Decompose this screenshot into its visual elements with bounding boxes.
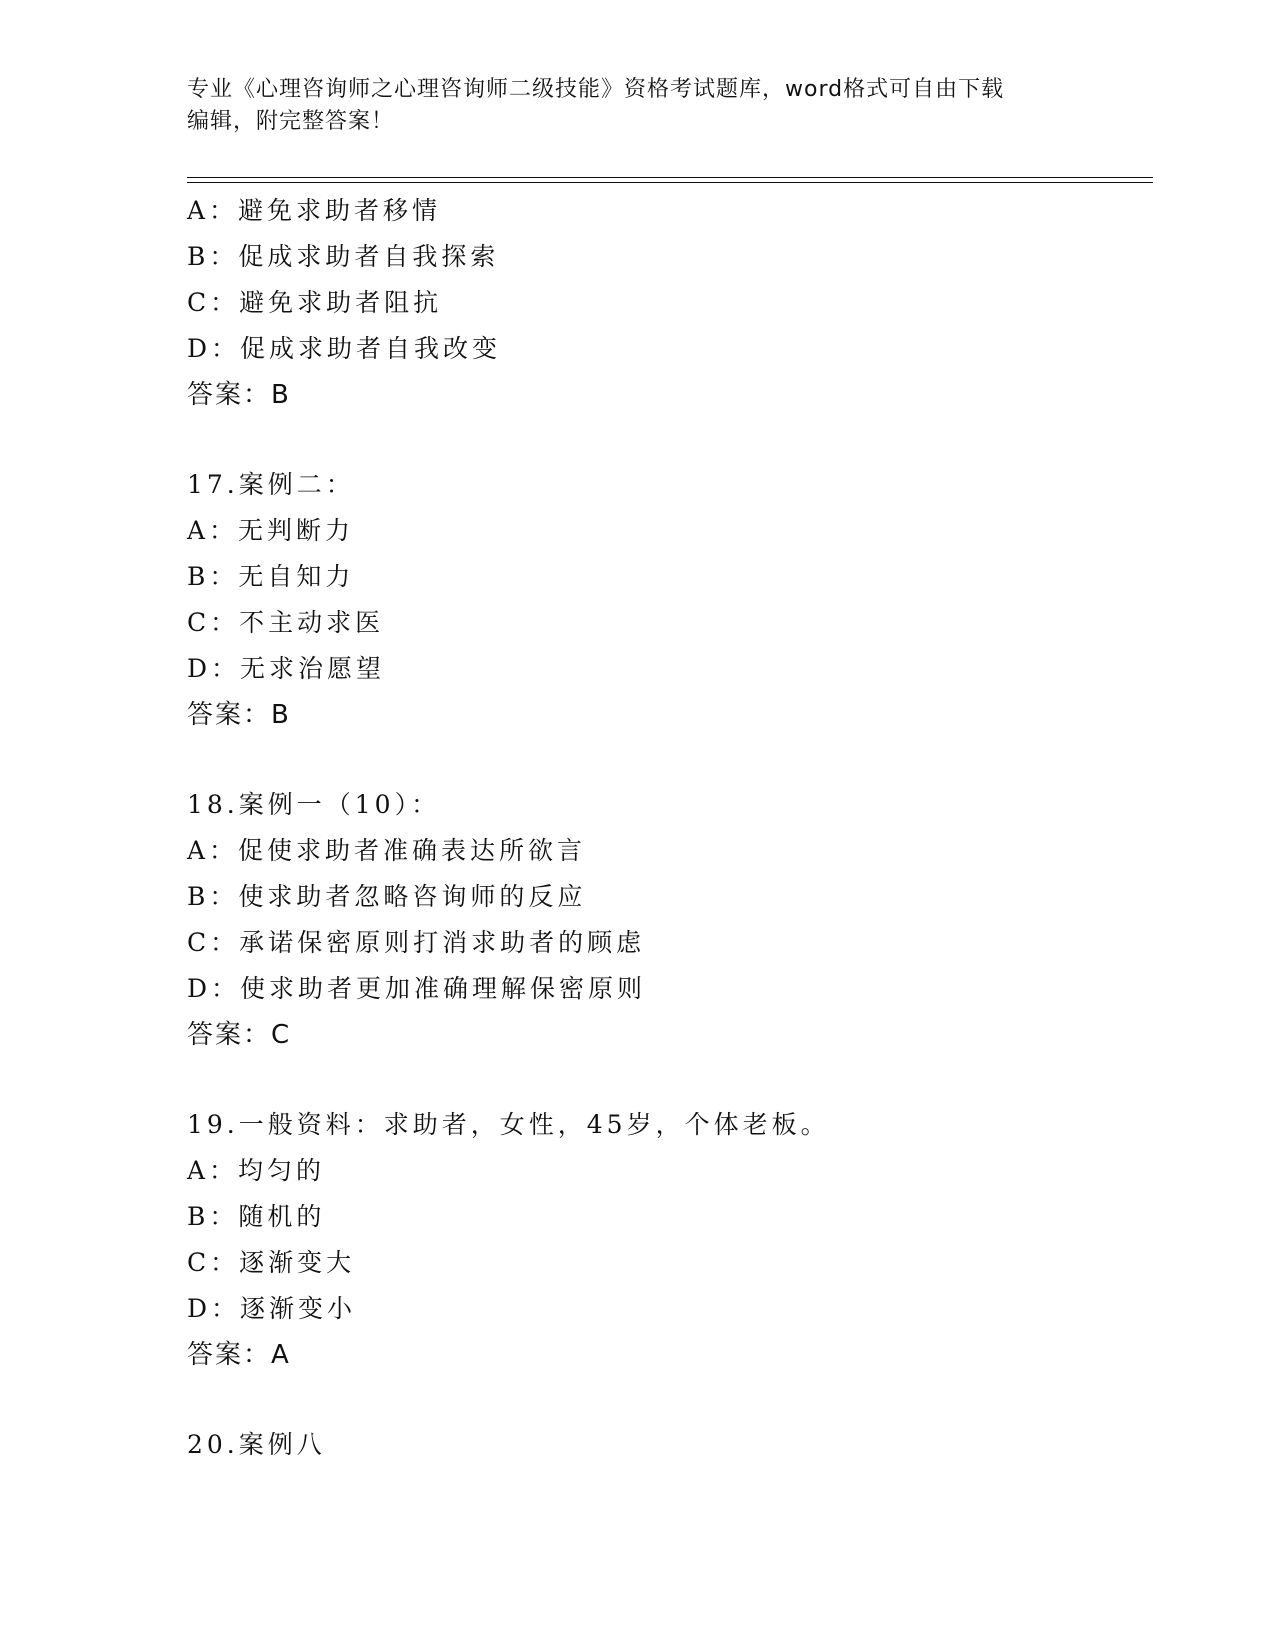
question-block-17 [187, 462, 1087, 738]
option-c: C：避免求助者阻抗 [187, 288, 443, 317]
spacer [187, 738, 1087, 782]
header-divider-top [187, 177, 1153, 178]
question-block-20 [187, 1422, 1087, 1468]
option-d: D：使求助者更加准确理解保密原则 [187, 974, 647, 1003]
header-line-2: 编辑，附完整答案！ [187, 109, 395, 134]
option-b: B：使求助者忽略咨询师的反应 [187, 882, 587, 911]
option-a: A：避免求助者移情 [187, 196, 442, 225]
answer-label: 答案：B [187, 700, 291, 730]
question-list [187, 188, 1087, 1468]
spacer [187, 418, 1087, 462]
option-a: A：均匀的 [187, 1156, 326, 1185]
option-b: B：无自知力 [187, 562, 355, 591]
question-block-19 [187, 1102, 1087, 1378]
option-a: A：无判断力 [187, 516, 355, 545]
option-d: D：逐渐变小 [187, 1294, 357, 1323]
option-c: C：逐渐变大 [187, 1248, 356, 1277]
question-block-18 [187, 782, 1087, 1058]
answer-label: 答案：B [187, 380, 291, 410]
option-c: C：不主动求医 [187, 608, 385, 637]
header-divider-bottom [187, 182, 1153, 183]
option-a: A：促使求助者准确表达所欲言 [187, 836, 587, 865]
option-b: B：促成求助者自我探索 [187, 242, 500, 271]
document-header [187, 74, 1087, 138]
spacer [187, 1378, 1087, 1422]
option-d: D：无求治愿望 [187, 654, 386, 683]
option-c: C：承诺保密原则打消求助者的顾虑 [187, 928, 646, 957]
question-block-16 [187, 188, 1087, 418]
answer-label: 答案：A [187, 1340, 291, 1370]
question-title: 17.案例二： [187, 470, 355, 499]
option-b: B：随机的 [187, 1202, 326, 1231]
answer-label: 答案：C [187, 1020, 292, 1050]
question-title: 19.一般资料：求助者，女性，45岁，个体老板。 [187, 1110, 830, 1139]
question-title: 20.案例八 [187, 1430, 326, 1459]
question-title: 18.案例一（10）： [187, 790, 441, 819]
header-line-1: 专业《心理咨询师之心理咨询师二级技能》资格考试题库，word格式可自由下载 [187, 77, 1005, 102]
option-d: D：促成求助者自我改变 [187, 334, 502, 363]
spacer [187, 1058, 1087, 1102]
